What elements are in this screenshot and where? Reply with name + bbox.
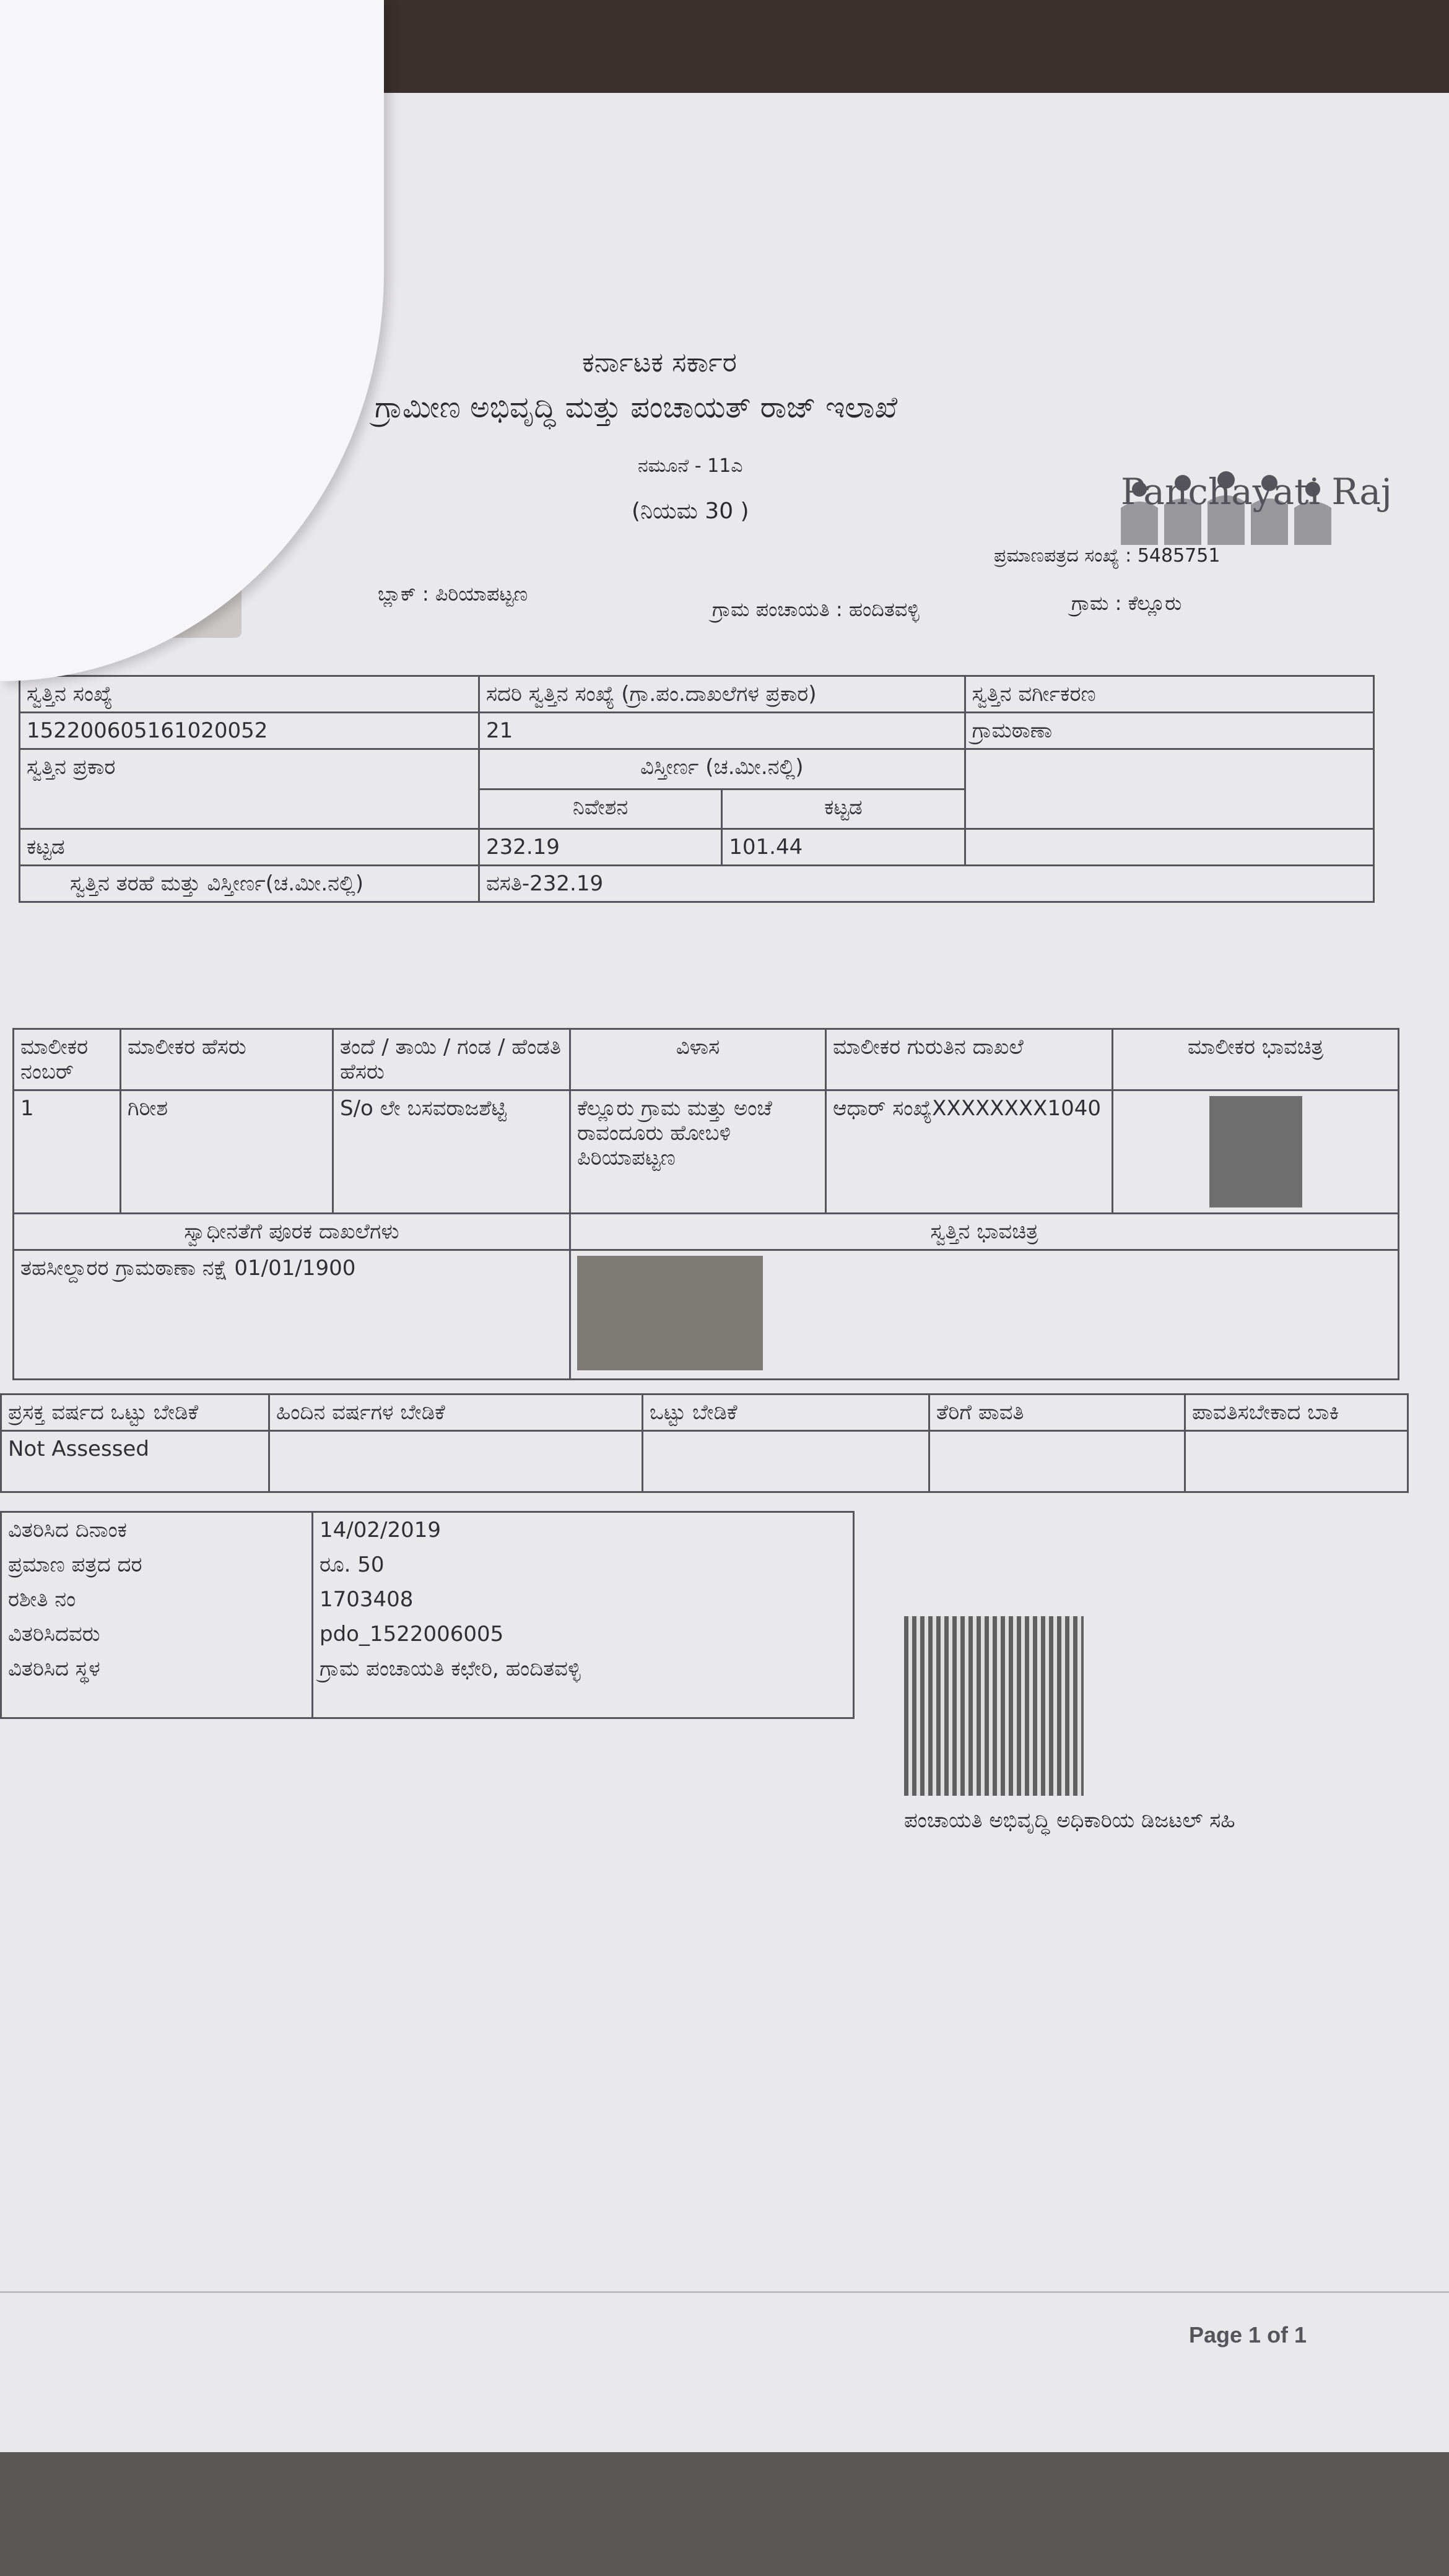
h-property-photo: ಸ್ವತ್ತಿನ ಭಾವಚಿತ್ರ — [570, 1214, 1399, 1250]
certificate-number: ಪ್ರಮಾಣಪತ್ರದ ಸಂಖ್ಯೆ : 5485751 — [994, 545, 1221, 567]
rule-number: (ನಿಯಮ 30 ) — [632, 498, 749, 524]
property-photo — [577, 1256, 763, 1370]
tax-table — [0, 1393, 1409, 1493]
l-issued-by: ವಿತರಿಸಿದವರು — [1, 1617, 313, 1651]
property-class: ಗ್ರಾಮಠಾಣಾ — [965, 713, 1373, 749]
l-issue-place: ವಿತರಿಸಿದ ಸ್ಥಳ — [1, 1651, 313, 1718]
issued-by: pdo_1522006005 — [313, 1617, 854, 1651]
footer-divider — [0, 2291, 1449, 2293]
owner-table — [12, 1028, 1399, 1380]
h-property-class: ಸ್ವತ್ತಿನ ವರ್ಗೀಕರಣ — [965, 676, 1373, 713]
total-demand — [643, 1431, 929, 1492]
empty-cell — [965, 829, 1373, 866]
tax-paid — [929, 1431, 1185, 1492]
h-id-document: ಮಾಲೀಕರ ಗುರುತಿನ ದಾಖಲೆ — [826, 1029, 1113, 1090]
h-total-demand: ಒಟ್ಟು ಬೇಡಿಕೆ — [643, 1395, 929, 1431]
h-address: ವಿಳಾಸ — [570, 1029, 826, 1090]
previous-demand — [269, 1431, 643, 1492]
sadari-number: 21 — [479, 713, 965, 749]
l-issue-date: ವಿತರಿಸಿದ ದಿನಾಂಕ — [1, 1512, 313, 1548]
possession-doc: ತಹಸೀಲ್ದಾರರ ಗ್ರಾಮಠಾಣಾ ನಕ್ಷೆ 01/01/1900 — [14, 1250, 570, 1380]
gram-panchayat-name: ಗ್ರಾಮ ಪಂಚಾಯತಿ : ಹಂದಿತವಳ್ಳಿ — [712, 598, 920, 621]
l-fee: ಪ್ರಮಾಣ ಪತ್ರದ ದರ — [1, 1547, 313, 1582]
owner-name: ಗಿರೀಶ — [121, 1090, 333, 1214]
govt-title: ಕರ್ನಾಟಕ ಸರ್ಕಾರ — [582, 347, 737, 378]
h-possession-docs: ಸ್ವಾಧೀನತೆಗೆ ಪೂರಕ ದಾಖಲೆಗಳು — [14, 1214, 570, 1250]
qr-code-icon — [904, 1616, 1084, 1796]
h-owner-name: ಮಾಲೀಕರ ಹೆಸರು — [121, 1029, 333, 1090]
issue-place: ಗ್ರಾಮ ಪಂಚಾಯತಿ ಕಛೇರಿ, ಹಂದಿತವಳ್ಳಿ — [313, 1651, 854, 1718]
logo-text: Panchayati Raj — [1121, 471, 1392, 513]
receipt-number: 1703408 — [313, 1582, 854, 1617]
h-kind-area: ಸ್ವತ್ತಿನ ತರಹೆ ಮತ್ತು ವಿಸ್ತೀರ್ಣ(ಚ.ಮೀ.ನಲ್ಲಿ) — [20, 866, 479, 902]
kind-area: ವಸತಿ-232.19 — [479, 866, 1373, 902]
h-sadari-number: ಸದರಿ ಸ್ವತ್ತಿನ ಸಂಖ್ಯೆ (ಗ್ರಾ.ಪಂ.ದಾಖಲೆಗಳ ಪ್ರಕಾರ) — [479, 676, 965, 713]
background-shadow — [0, 2452, 1449, 2576]
issue-table — [0, 1511, 855, 1719]
due-amount — [1185, 1431, 1408, 1492]
l-receipt: ರಶೀತಿ ನಂ — [1, 1582, 313, 1617]
h-building-area: ಕಟ್ಟಡ — [722, 789, 965, 829]
h-owner-photo: ಮಾಲೀಕರ ಭಾವಚಿತ್ರ — [1113, 1029, 1399, 1090]
h-site-area: ನಿವೇಶನ — [479, 789, 721, 829]
h-property-type: ಸ್ವತ್ತಿನ ಪ್ರಕಾರ — [20, 749, 479, 829]
h-previous-demand: ಹಿಂದಿನ ವರ್ಷಗಳ ಬೇಡಿಕೆ — [269, 1395, 643, 1431]
department-title: ಗ್ರಾಮೀಣ ಅಭಿವೃದ್ಧಿ ಮತ್ತು ಪಂಚಾಯತ್ ರಾಜ್ ಇಲಾಖೆ — [375, 390, 898, 425]
building-area: 101.44 — [722, 829, 965, 866]
property-table — [19, 675, 1375, 903]
page-number: Page 1 of 1 — [1189, 2322, 1307, 2348]
empty-cell — [965, 749, 1373, 829]
owner-photo — [1209, 1096, 1302, 1208]
h-tax-paid: ತೆರಿಗೆ ಪಾವತಿ — [929, 1395, 1185, 1431]
owner-id-document: ಆಧಾರ್ ಸಂಖ್ಯೆXXXXXXXX1040 — [826, 1090, 1113, 1214]
form-number: ನಮೂನೆ - 11ಎ — [638, 455, 743, 477]
h-current-demand: ಪ್ರಸಕ್ತ ವರ್ಷದ ಒಟ್ಟು ಬೇಡಿಕೆ — [1, 1395, 269, 1431]
owner-relation: S/o ಲೇ ಬಸವರಾಜಶೆಟ್ಟಿ — [333, 1090, 570, 1214]
property-number: 152200605161020052 — [20, 713, 479, 749]
issue-date: 14/02/2019 — [313, 1512, 854, 1548]
owner-photo-cell — [1113, 1090, 1399, 1214]
owner-number: 1 — [14, 1090, 121, 1214]
fee: ರೂ. 50 — [313, 1547, 854, 1582]
property-type: ಕಟ್ಟಡ — [20, 829, 479, 866]
property-photo-cell — [570, 1250, 1399, 1380]
h-relation: ತಂದೆ / ತಾಯಿ / ಗಂಡ / ಹೆಂಡತಿ ಹೆಸರು — [333, 1029, 570, 1090]
digital-signature-label: ಪಂಚಾಯತಿ ಅಭಿವೃದ್ಧಿ ಅಧಿಕಾರಿಯ ಡಿಜಟಲ್ ಸಹಿ — [904, 1808, 1235, 1833]
village-name: ಗ್ರಾಮ : ಕೆಲ್ಲೂರು — [1071, 591, 1182, 615]
current-demand: Not Assessed — [1, 1431, 269, 1492]
h-property-number: ಸ್ವತ್ತಿನ ಸಂಖ್ಯೆ — [20, 676, 479, 713]
site-area: 232.19 — [479, 829, 721, 866]
owner-address: ಕೆಲ್ಲೂರು ಗ್ರಾಮ ಮತ್ತು ಅಂಚೆ ರಾವಂದೂರು ಹೋಬಳಿ ಪಿರಿಯಾಪಟ್ಟಣ — [570, 1090, 826, 1214]
h-area: ವಿಸ್ತೀರ್ಣ (ಚ.ಮೀ.ನಲ್ಲಿ) — [479, 749, 965, 790]
block-name: ಬ್ಲಾಕ್ : ಪಿರಿಯಾಪಟ್ಟಣ — [378, 582, 528, 606]
h-due: ಪಾವತಿಸಬೇಕಾದ ಬಾಕಿ — [1185, 1395, 1408, 1431]
h-owner-number: ಮಾಲೀಕರ ನಂಬರ್ — [14, 1029, 121, 1090]
